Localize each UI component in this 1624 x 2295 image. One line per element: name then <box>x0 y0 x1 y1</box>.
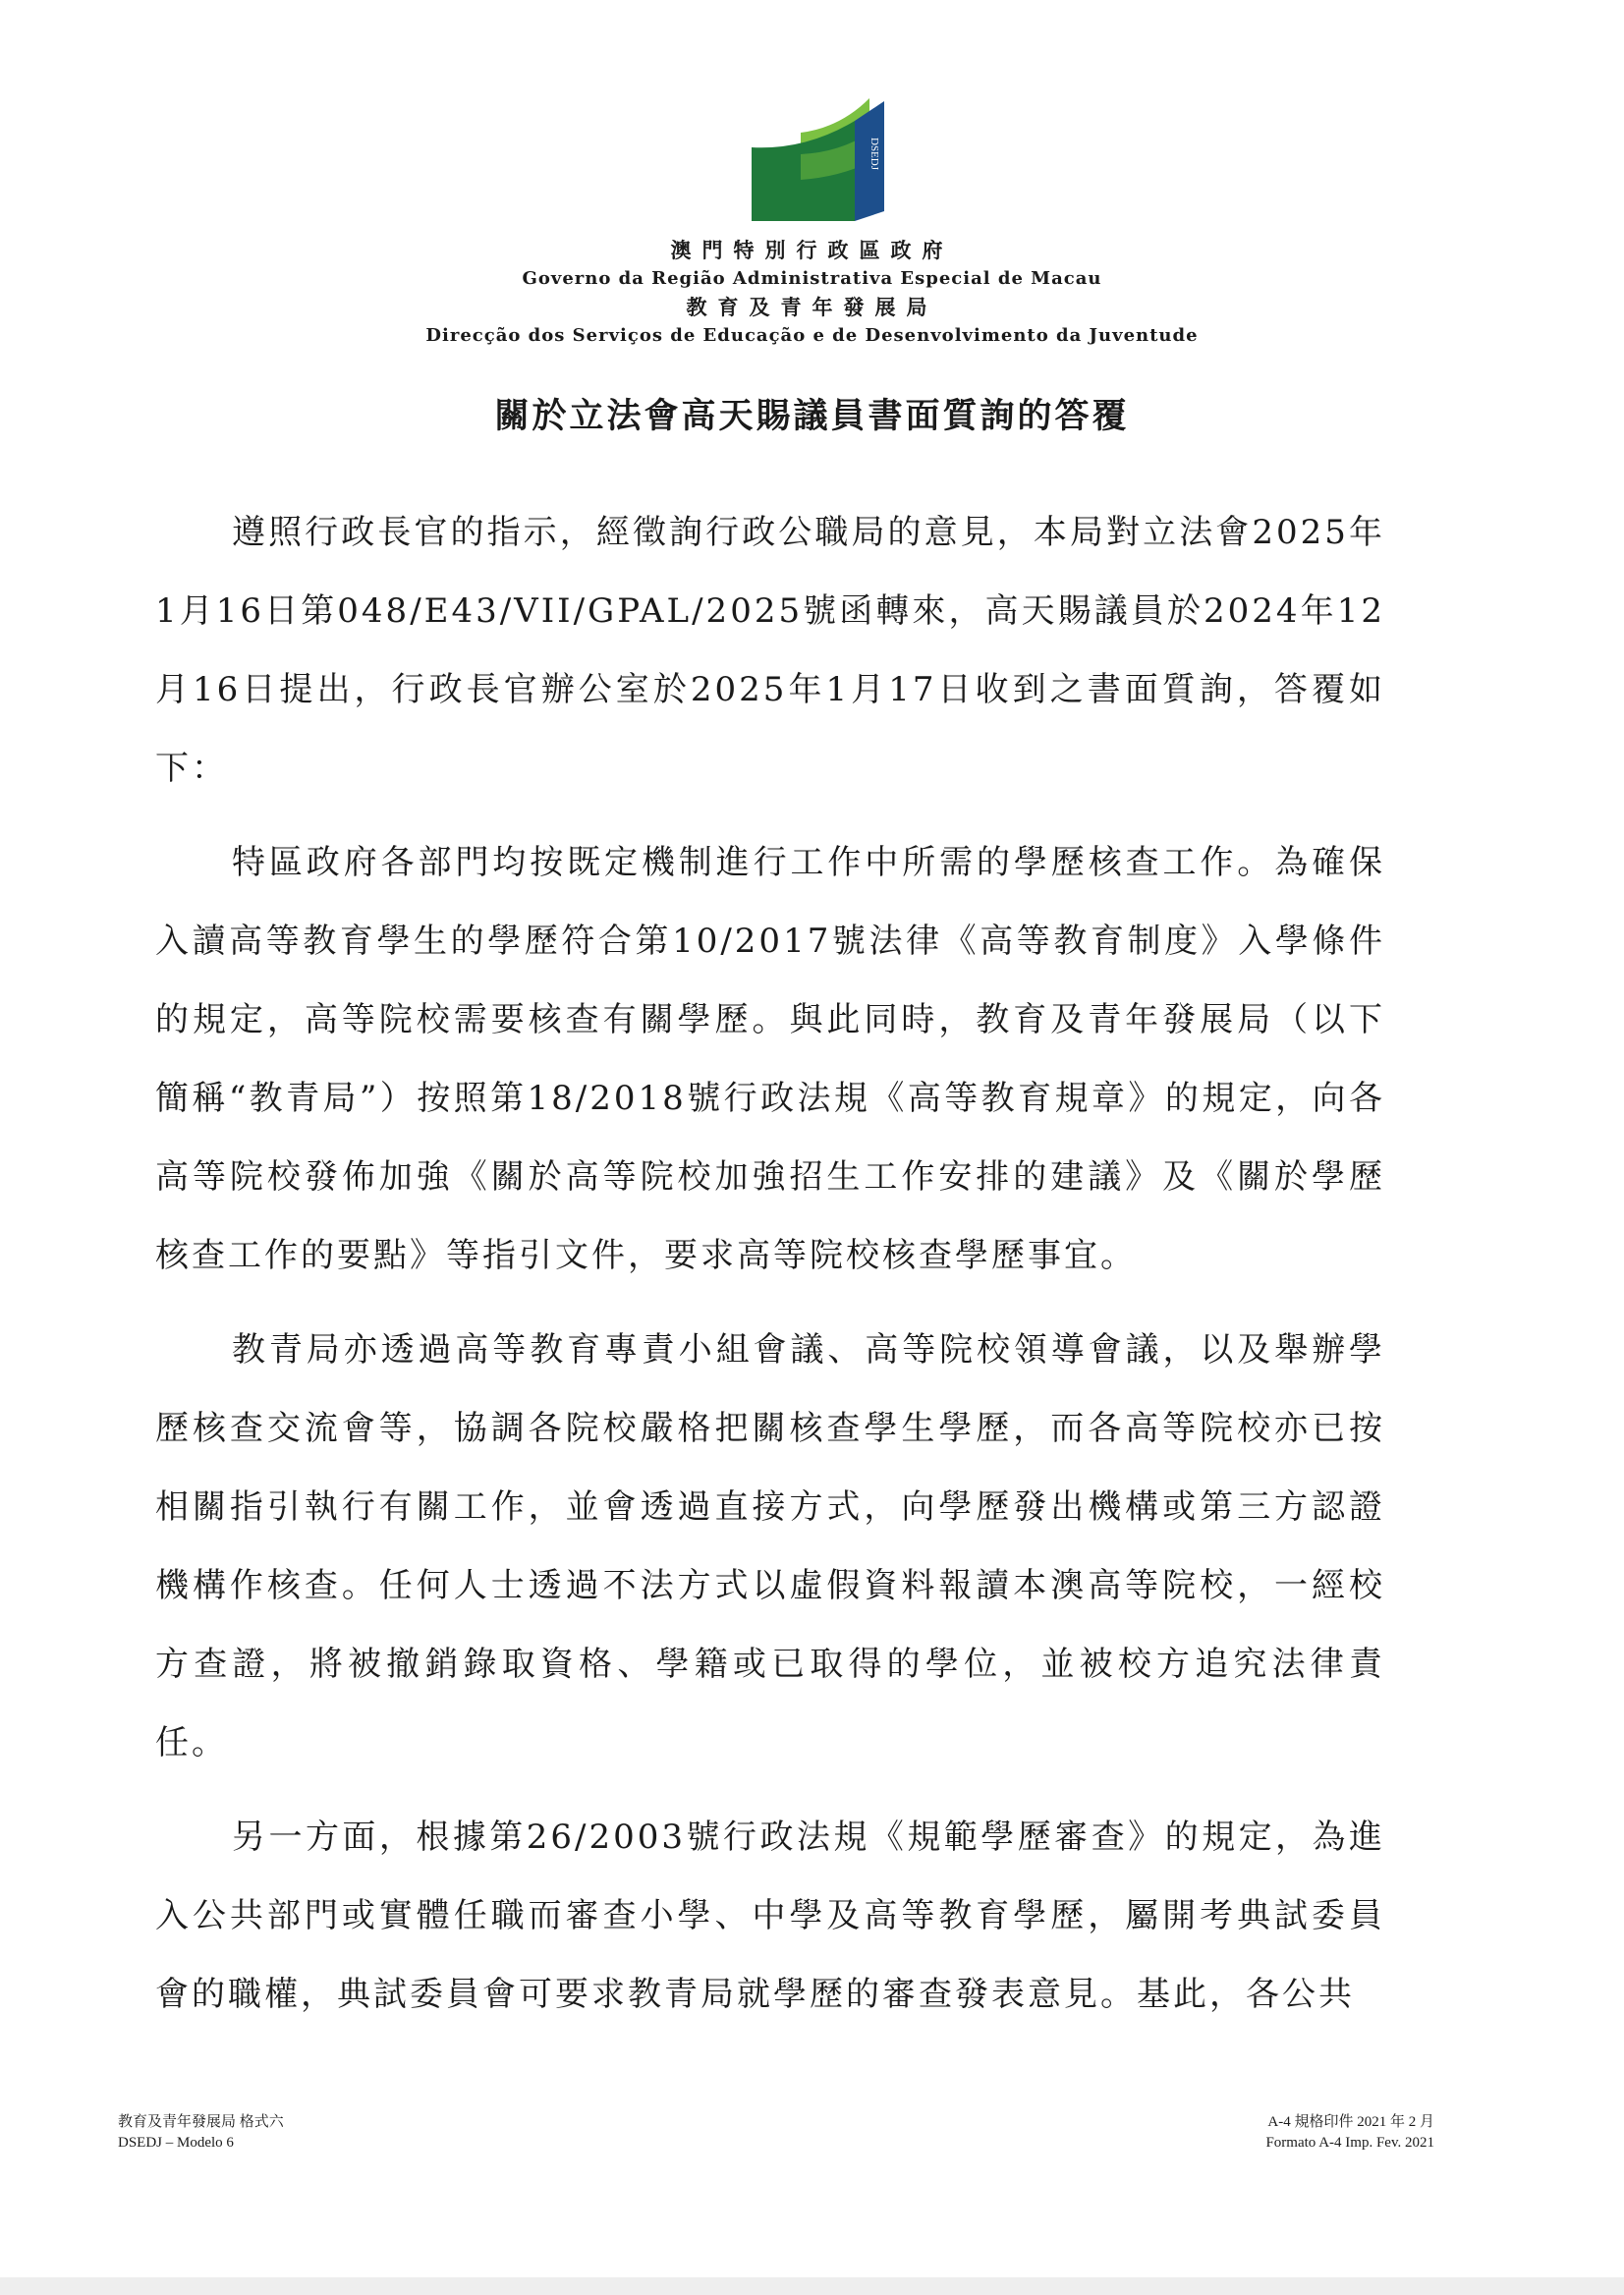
government-name-pt: Governo da Região Administrativa Especial de Macau <box>522 268 1102 289</box>
document-body <box>155 493 1385 2049</box>
paragraph-coordination: 教青局亦透過高等教育專責小組會議、高等院校領導會議，以及舉辦學歷核查交流會等，協調各院校嚴格把關核查學生學歷，而各高等院校亦已按相關指引執行有關工作，並會透過直接方式，向學歷發出機構或第三方認證機構作核查。任何人士透過不法方式以虛假資料報讀本澳高等院校，一經校方查證，將被撤銷錄取資格、學籍或已取得的學位，並被校方追究法律責任。 <box>155 1330 1385 1763</box>
footer-form-id <box>118 2112 284 2154</box>
letterhead-agency <box>0 236 1624 350</box>
paragraph-verification-mechanism: 特區政府各部門均按既定機制進行工作中所需的學歷核查工作。為確保入讀高等教育學生的學歷符合第10/2017號法律《高等教育制度》入學條件的規定，高等院校需要核查有關學歷。與此同時，教育及青年發展局（以下簡稱“教青局”）按照第18/2018號行政法規《高等教育規章》的規定，向各高等院校發佈加強《關於高等院校加強招生工作安排的建議》及《關於學歷核查工作的要點》等指引文件，要求高等院校核查學歷事宜。 <box>155 843 1385 1275</box>
footer-right-line2: Formato A-4 Imp. Fev. 2021 <box>1265 2135 1434 2151</box>
logo-text: DSEDJ <box>868 138 880 171</box>
footer-print-format <box>1265 2112 1434 2154</box>
footer-left-line2: DSEDJ – Modelo 6 <box>118 2135 234 2151</box>
document-title: 關於立法會高天賜議員書面質詢的答覆 <box>494 397 1130 436</box>
government-name-zh: 澳門特別行政區政府 <box>670 238 954 262</box>
dsedj-logo <box>747 93 889 226</box>
paragraph-public-sector: 另一方面，根據第26/2003號行政法規《規範學歷審查》的規定，為進入公共部門或實體任職而審查小學、中學及高等教育學歷，屬開考典試委員會的職權，典試委員會可要求教青局就學歷的審查發表意見。基此，各公共 <box>155 1818 1385 2014</box>
footer-right-line1: A-4 規格印件 2021 年 2 月 <box>1267 2114 1434 2130</box>
department-name-pt: Direcção dos Serviços de Educação e de Desenvolvimento da Juventude <box>425 325 1199 346</box>
paragraph-intro: 遵照行政長官的指示，經徵詢行政公職局的意見，本局對立法會2025年1月16日第048/E43/VII/GPAL/2025號函轉來，高天賜議員於2024年12月16日提出，行政長官辦公室於2025年1月17日收到之書面質詢，答覆如下： <box>155 513 1385 788</box>
department-name-zh: 教育及青年發展局 <box>686 295 938 319</box>
scan-edge <box>0 2277 1624 2295</box>
footer-left-line1: 教育及青年發展局 格式六 <box>118 2114 284 2130</box>
